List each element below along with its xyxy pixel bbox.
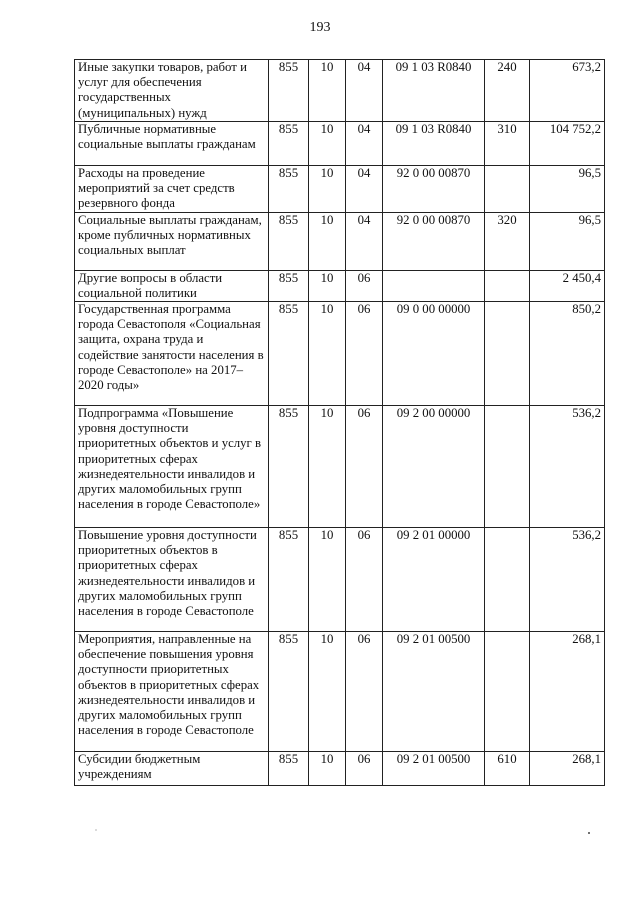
item-name-cell: Мероприятия, направленные на обеспечение повышения уровня доступности приоритетных объектов в приоритетных сферах жизнедеятельности инвалидов и других маломобильных групп населения в городе Севастополе: [75, 632, 269, 752]
item-name-cell: Государственная программа города Севастополя «Социальная защита, охрана труда и содействие занятости населения в городе Севастополе» на 2017–2020 годы»: [75, 302, 269, 406]
item-name-cell: Другие вопросы в области социальной политики: [75, 270, 269, 301]
ministry-code-cell: 855: [269, 122, 309, 166]
expense-type-code-cell: [485, 528, 530, 632]
amount-cell: 2 450,4: [530, 270, 605, 301]
scan-speck: [588, 832, 590, 834]
expense-type-code-cell: 610: [485, 752, 530, 786]
page-number: 193: [309, 20, 331, 35]
item-name-cell: Подпрограмма «Повышение уровня доступности приоритетных объектов и услуг в приоритетных сферах жизнедеятельности инвалидов и других маломобильных групп населения в городе Севастополе»: [75, 406, 269, 528]
subsection-code-cell: 06: [346, 406, 383, 528]
ministry-code-cell: 855: [269, 752, 309, 786]
section-code-cell: 10: [309, 60, 346, 122]
table-row: [75, 60, 605, 122]
expense-type-code-cell: [485, 632, 530, 752]
expense-type-code-cell: 240: [485, 60, 530, 122]
subsection-code-cell: 06: [346, 302, 383, 406]
target-article-code-cell: 09 1 03 R0840: [383, 60, 485, 122]
table-row: [75, 122, 605, 166]
table-row: [75, 406, 605, 528]
amount-cell: 104 752,2: [530, 122, 605, 166]
ministry-code-cell: 855: [269, 406, 309, 528]
ministry-code-cell: 855: [269, 528, 309, 632]
item-name-cell: Расходы на проведение мероприятий за счет средств резервного фонда: [75, 166, 269, 213]
subsection-code-cell: 06: [346, 632, 383, 752]
section-code-cell: 10: [309, 270, 346, 301]
amount-cell: 96,5: [530, 212, 605, 270]
target-article-code-cell: 09 2 01 00000: [383, 528, 485, 632]
target-article-code-cell: 09 0 00 00000: [383, 302, 485, 406]
ministry-code-cell: 855: [269, 166, 309, 213]
expense-type-code-cell: 320: [485, 212, 530, 270]
expense-type-code-cell: [485, 166, 530, 213]
section-code-cell: 10: [309, 166, 346, 213]
amount-cell: 268,1: [530, 632, 605, 752]
amount-cell: 536,2: [530, 406, 605, 528]
amount-cell: 850,2: [530, 302, 605, 406]
section-code-cell: 10: [309, 752, 346, 786]
subsection-code-cell: 04: [346, 60, 383, 122]
amount-cell: 268,1: [530, 752, 605, 786]
amount-cell: 536,2: [530, 528, 605, 632]
section-code-cell: 10: [309, 302, 346, 406]
expense-type-code-cell: 310: [485, 122, 530, 166]
section-code-cell: 10: [309, 632, 346, 752]
target-article-code-cell: 09 2 01 00500: [383, 752, 485, 786]
ministry-code-cell: 855: [269, 632, 309, 752]
section-code-cell: 10: [309, 212, 346, 270]
item-name-cell: Социальные выплаты гражданам, кроме публичных нормативных социальных выплат: [75, 212, 269, 270]
budget-table: [74, 59, 605, 786]
target-article-code-cell: 92 0 00 00870: [383, 212, 485, 270]
subsection-code-cell: 06: [346, 528, 383, 632]
section-code-cell: 10: [309, 528, 346, 632]
target-article-code-cell: [383, 270, 485, 301]
table-body: [75, 60, 605, 786]
ministry-code-cell: 855: [269, 212, 309, 270]
target-article-code-cell: 09 2 00 00000: [383, 406, 485, 528]
target-article-code-cell: 92 0 00 00870: [383, 166, 485, 213]
ministry-code-cell: 855: [269, 302, 309, 406]
amount-cell: 673,2: [530, 60, 605, 122]
table-row: [75, 212, 605, 270]
item-name-cell: Субсидии бюджетным учреждениям: [75, 752, 269, 786]
subsection-code-cell: 04: [346, 122, 383, 166]
scan-speck: [95, 829, 97, 831]
table-row: [75, 270, 605, 301]
expense-type-code-cell: [485, 270, 530, 301]
section-code-cell: 10: [309, 122, 346, 166]
item-name-cell: Публичные нормативные социальные выплаты гражданам: [75, 122, 269, 166]
table-row: [75, 632, 605, 752]
table-row: [75, 528, 605, 632]
item-name-cell: Повышение уровня доступности приоритетных объектов в приоритетных сферах жизнедеятельности инвалидов и других маломобильных групп населения в городе Севастополе: [75, 528, 269, 632]
item-name-cell: Иные закупки товаров, работ и услуг для обеспечения государственных (муниципальных) нужд: [75, 60, 269, 122]
subsection-code-cell: 04: [346, 212, 383, 270]
ministry-code-cell: 855: [269, 270, 309, 301]
table-row: [75, 752, 605, 786]
amount-cell: 96,5: [530, 166, 605, 213]
table-row: [75, 166, 605, 213]
target-article-code-cell: 09 2 01 00500: [383, 632, 485, 752]
ministry-code-cell: 855: [269, 60, 309, 122]
target-article-code-cell: 09 1 03 R0840: [383, 122, 485, 166]
expense-type-code-cell: [485, 406, 530, 528]
subsection-code-cell: 06: [346, 270, 383, 301]
table-row: [75, 302, 605, 406]
subsection-code-cell: 04: [346, 166, 383, 213]
subsection-code-cell: 06: [346, 752, 383, 786]
expense-type-code-cell: [485, 302, 530, 406]
section-code-cell: 10: [309, 406, 346, 528]
